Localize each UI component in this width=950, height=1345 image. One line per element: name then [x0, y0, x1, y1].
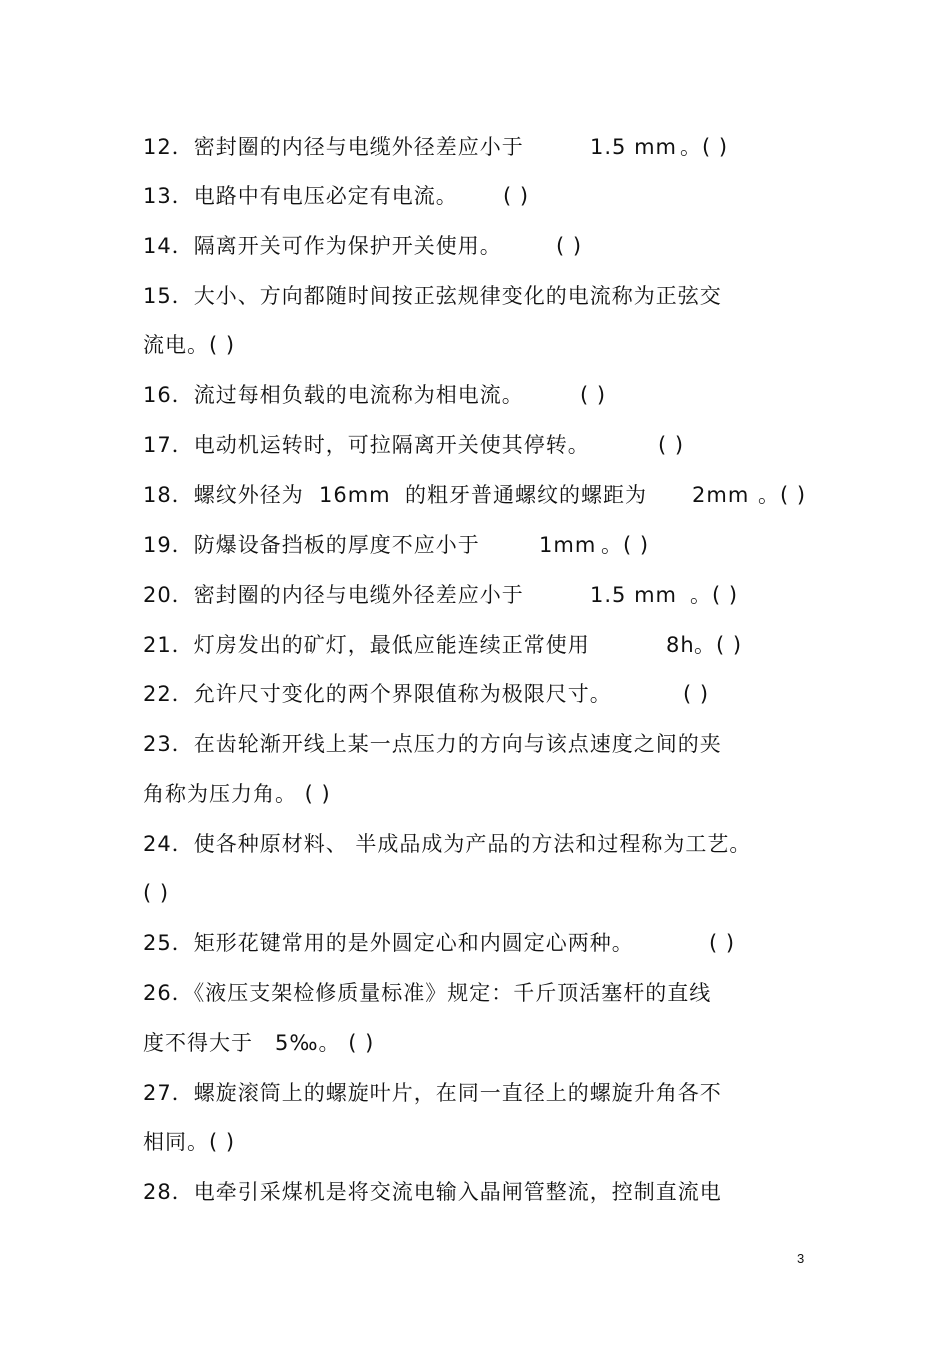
question-value: 5‰。 ( )	[275, 1031, 375, 1055]
question-text: 15．大小、方向都随时间按正弦规律变化的电流称为正弦交	[143, 284, 722, 308]
answer-blank: ( )	[556, 234, 583, 258]
question-text: 24．使各种原材料、 半成品成为产品的方法和过程称为工艺。	[143, 832, 752, 856]
answer-blank: ( )	[709, 931, 736, 955]
question-text: 27．螺旋滚筒上的螺旋叶片，在同一直径上的螺旋升角各不	[143, 1081, 722, 1105]
question-value: 1.5 mm	[590, 135, 677, 159]
question-text: 19．防爆设备挡板的厚度不应小于	[143, 533, 480, 557]
answer-blank: 。( )	[694, 633, 743, 657]
question-value: 16mm	[319, 483, 391, 507]
question-text: 21．灯房发出的矿灯，最低应能连续正常使用	[143, 633, 590, 657]
question-text: 12．密封圈的内径与电缆外径差应小于	[143, 135, 524, 159]
answer-blank: 。( )	[758, 483, 807, 507]
question-text: 26．《液压支架检修质量标准》规定：千斤顶活塞杆的直线	[143, 981, 712, 1005]
answer-blank: 。( )	[680, 135, 729, 159]
page-number: 3	[797, 1251, 805, 1266]
answer-blank: ( )	[683, 682, 710, 706]
question-text: 13．电路中有电压必定有电流。	[143, 184, 458, 208]
question-text: 17．电动机运转时，可拉隔离开关使其停转。	[143, 433, 590, 457]
question-text: 18．螺纹外径为	[143, 483, 304, 507]
question-text: 25．矩形花键常用的是外圆定心和内圆定心两种。	[143, 931, 634, 955]
answer-blank: ( )	[143, 881, 170, 905]
answer-blank: ( )	[503, 184, 530, 208]
question-text: 度不得大于	[143, 1031, 253, 1055]
question-text: 的粗牙普通螺纹的螺距为	[405, 483, 647, 507]
question-text: 相同。( )	[143, 1130, 236, 1154]
question-text: 角称为压力角。 ( )	[143, 782, 331, 806]
question-text: 23．在齿轮渐开线上某一点压力的方向与该点速度之间的夹	[143, 732, 722, 756]
answer-blank: 。( )	[690, 583, 739, 607]
question-value: 1.5 mm	[590, 583, 677, 607]
answer-blank: ( )	[658, 433, 685, 457]
question-text: 22．允许尺寸变化的两个界限值称为极限尺寸。	[143, 682, 612, 706]
answer-blank: 。( )	[601, 533, 650, 557]
question-text: 28．电牵引采煤机是将交流电输入晶闸管整流，控制直流电	[143, 1180, 722, 1204]
question-text: 流电。( )	[143, 333, 236, 357]
question-text: 20．密封圈的内径与电缆外径差应小于	[143, 583, 524, 607]
question-value: 2mm	[692, 483, 750, 507]
question-text: 16．流过每相负载的电流称为相电流。	[143, 383, 524, 407]
question-value: 8h	[666, 633, 695, 657]
question-value: 1mm	[539, 533, 597, 557]
answer-blank: ( )	[580, 383, 607, 407]
question-text: 14．隔离开关可作为保护开关使用。	[143, 234, 502, 258]
